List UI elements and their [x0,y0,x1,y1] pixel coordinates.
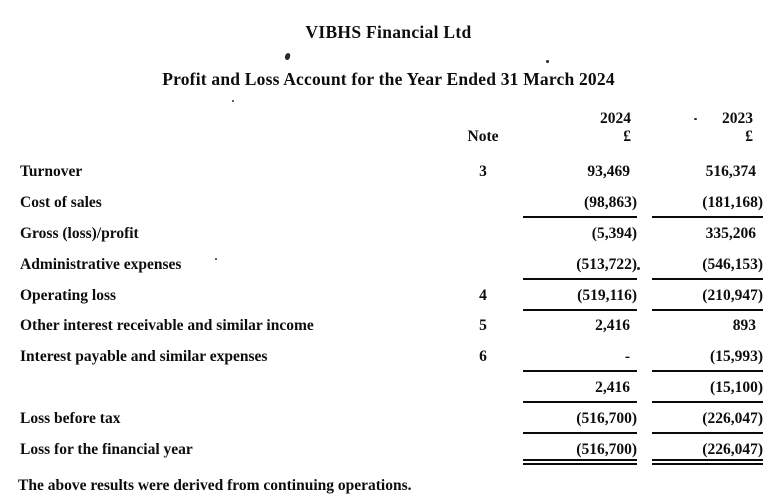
row-label: Administrative expenses [20,255,182,273]
table-header-years [0,109,777,129]
row-note: 3 [479,163,487,180]
row-label: Interest payable and similar expenses [20,348,268,366]
column-header-2023: 2023 [722,110,753,127]
row-note: 5 [479,317,487,335]
row-value-2023: (226,047) [652,409,763,434]
row-label: Cost of sales [20,193,102,211]
row-label: Gross (loss)/profit [20,224,139,242]
row-value-2024: (516,700) [523,440,637,465]
table-header-units [0,127,777,147]
row-note: 4 [479,286,487,304]
table-row [0,222,777,253]
currency-symbol-2024: £ [623,128,631,145]
row-label: Loss before tax [20,410,121,428]
currency-symbol-2023: £ [745,128,753,145]
scan-artifact [694,118,697,120]
row-value-2024: 93,469 [587,163,630,180]
row-value-2023: (15,993) [652,347,763,372]
scan-artifact [284,53,290,61]
table-row [0,438,777,469]
row-value-2023: 893 [732,317,756,335]
row-value-2023: 516,374 [705,163,756,180]
row-value-2023: (210,947) [652,286,763,311]
row-value-2024: (5,394) [591,224,637,242]
column-header-note: Note [467,128,499,145]
statement-title: Profit and Loss Account for the Year Ended 31 March 2024 [162,69,615,89]
table-row [0,191,777,222]
table-row [0,284,777,315]
row-value-2024: (98,863) [523,193,637,218]
table-row [0,376,777,407]
scan-artifact [215,258,217,260]
footnote: The above results were derived from continuing operations. [18,477,412,494]
row-label: Operating loss [20,286,117,304]
row-label: Other interest receivable and similar income [20,317,314,335]
row-label: Turnover [20,163,83,180]
company-title: VIBHS Financial Ltd [305,22,472,42]
row-value-2023: 335,206 [705,224,756,242]
table-row [0,314,777,345]
scan-artifact [637,267,640,270]
row-value-2023: (181,168) [652,193,763,218]
row-value-2024: (519,116) [523,286,637,311]
scan-artifact [232,100,234,102]
table-rows [0,160,777,469]
row-value-2023: (546,153) [652,255,763,280]
row-value-2024: (513,722) [523,255,637,280]
scan-artifact [546,60,549,63]
row-value-2024: 2,416 [523,378,637,403]
table-row [0,407,777,438]
column-header-2024: 2024 [600,110,631,127]
row-value-2024: (516,700) [523,409,637,434]
table-row [0,345,777,376]
row-note: 6 [479,348,487,366]
row-value-2023: (15,100) [652,378,763,403]
row-value-2024: 2,416 [595,317,630,335]
table-row [0,160,777,191]
row-value-2023: (226,047) [652,440,763,465]
table-row [0,253,777,284]
row-label: Loss for the financial year [20,441,193,459]
row-value-2024: - [523,347,637,372]
